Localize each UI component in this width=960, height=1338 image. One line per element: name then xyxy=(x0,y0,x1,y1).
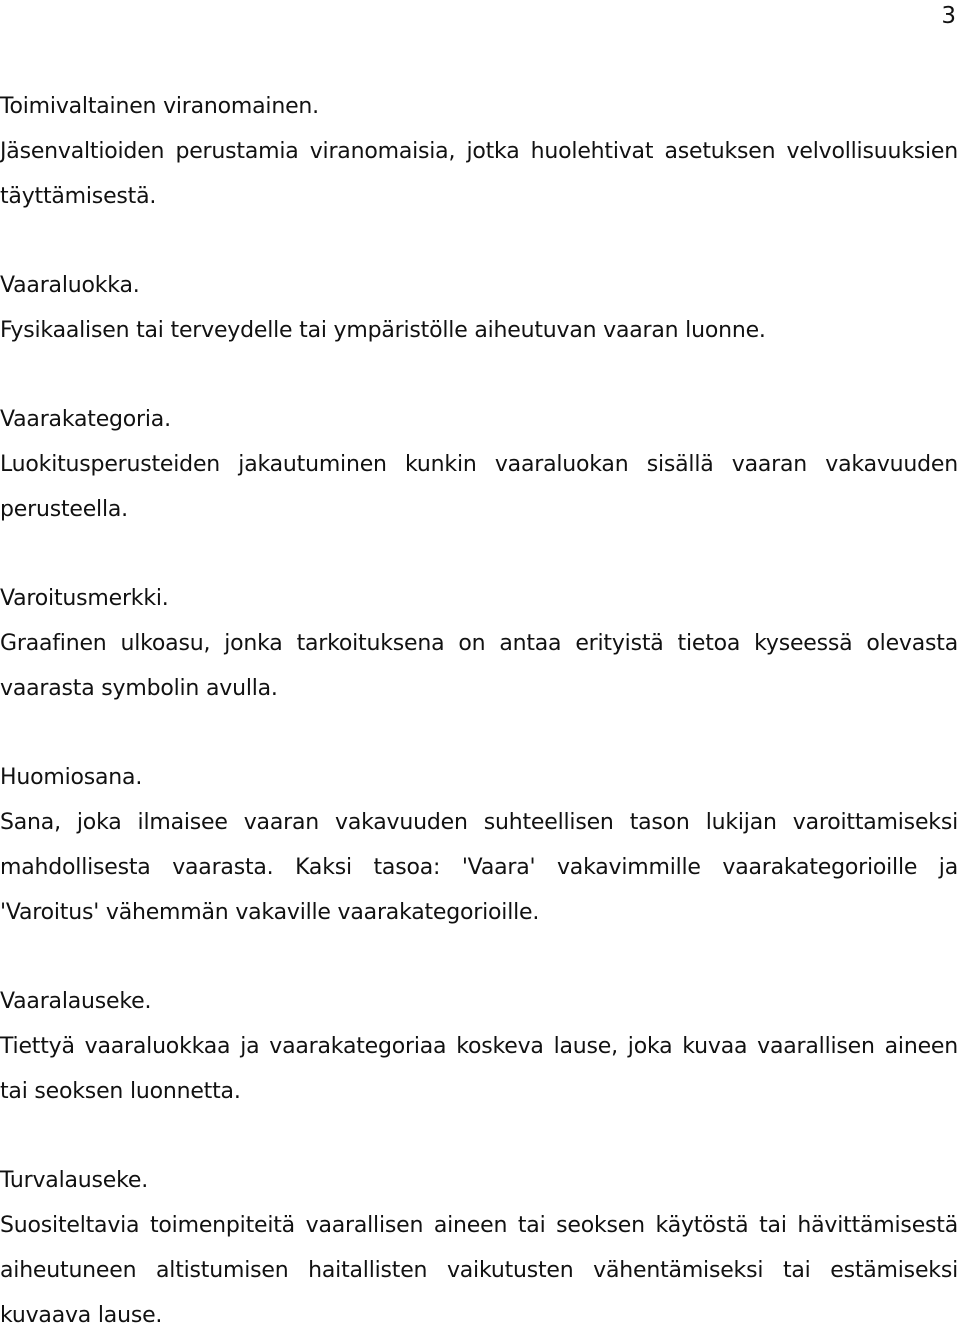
term-definition: Tiettyä vaaraluokkaa ja vaarakategoriaa koskeva lause, joka kuvaa vaarallisen aineen tai seoksen luonnetta. xyxy=(0,1034,958,1104)
term-definition: Sana, joka ilmaisee vaaran vakavuuden suhteellisen tason lukijan varoittamiseksi mahdollisesta vaarasta. Kaksi tasoa: 'Vaara' vakavimmille vaarakategorioille ja 'Varoitus' vähemmän vakaville vaarakategorioille. xyxy=(0,810,958,925)
term-heading: Toimivaltainen viranomainen. xyxy=(0,94,319,119)
term-definition: Jäsenvaltioiden perustamia viranomaisia, jotka huolehtivat asetuksen velvollisuuksien täyttämisestä. xyxy=(0,139,958,209)
term-definition: Graafinen ulkoasu, jonka tarkoituksena on antaa erityistä tietoa kyseessä olevasta vaarasta symbolin avulla. xyxy=(0,631,958,701)
term-heading: Vaaraluokka. xyxy=(0,273,140,298)
term-heading: Turvalauseke. xyxy=(0,1168,149,1193)
term-definition: Luokitusperusteiden jakautuminen kunkin vaaraluokan sisällä vaaran vakavuuden perusteella. xyxy=(0,452,958,522)
definition-entry xyxy=(0,755,958,935)
term-definition: Fysikaalisen tai terveydelle tai ympäristölle aiheutuvan vaaran luonne. xyxy=(0,318,766,343)
page-number: 3 xyxy=(941,3,956,29)
term-heading: Vaarakategoria. xyxy=(0,407,171,432)
term-heading: Huomiosana. xyxy=(0,765,143,790)
definition-entry xyxy=(0,1158,958,1338)
term-heading: Varoitusmerkki. xyxy=(0,586,169,611)
definitions-list xyxy=(0,84,958,1338)
definition-entry xyxy=(0,576,958,711)
definition-entry xyxy=(0,979,958,1114)
definition-entry xyxy=(0,397,958,532)
term-definition: Suositeltavia toimenpiteitä vaarallisen aineen tai seoksen käytöstä tai hävittämisestä aiheutuneen altistumisen haitallisten vaikutusten vähentämiseksi tai estämiseksi kuvaava lause. xyxy=(0,1213,958,1328)
definition-entry xyxy=(0,84,958,219)
definition-entry xyxy=(0,263,958,353)
term-heading: Vaaralauseke. xyxy=(0,989,152,1014)
